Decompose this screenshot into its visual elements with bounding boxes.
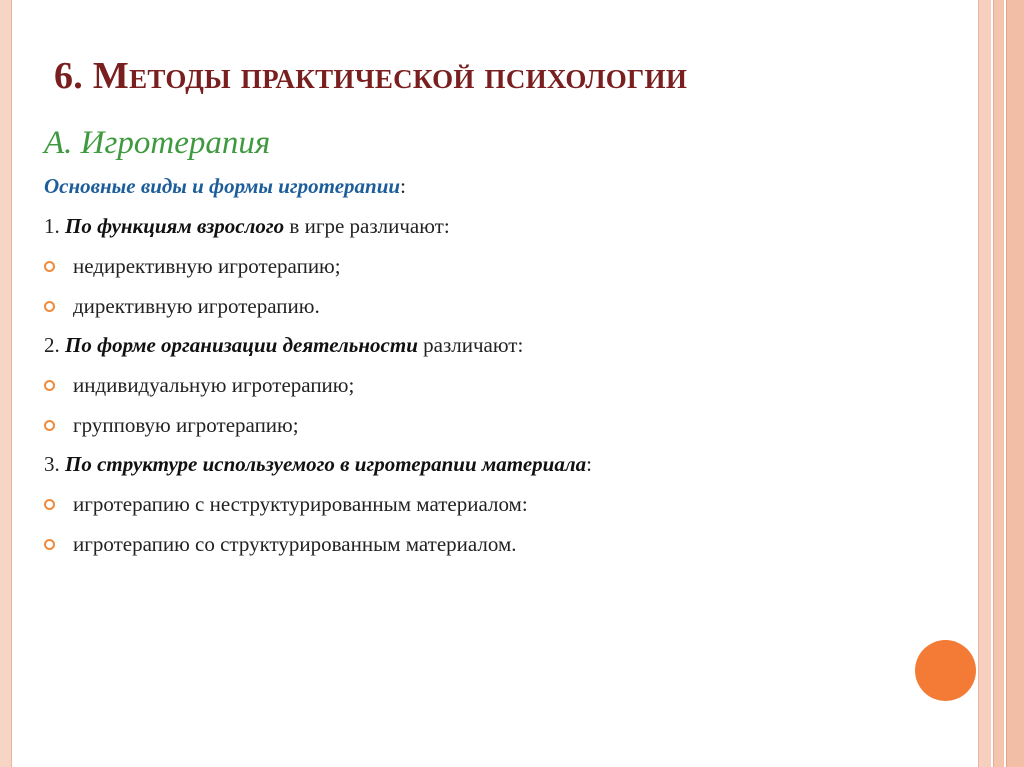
slide-title: 6. Методы практической психологии	[54, 55, 688, 97]
section-2-heading	[44, 333, 523, 358]
list-item-text: недирективную игротерапию;	[73, 254, 341, 278]
bullet-icon	[44, 261, 55, 272]
section-tail: :	[586, 452, 592, 476]
section-title: По структуре используемого в игротерапии материала	[65, 452, 587, 476]
section-number: 2.	[44, 333, 65, 357]
left-border-stripe	[0, 0, 12, 767]
list-item-text: групповую игротерапию;	[73, 413, 299, 437]
right-border-stripe	[978, 0, 991, 767]
intro-line	[44, 174, 406, 199]
bullet-icon	[44, 301, 55, 312]
section-title: По форме организации деятельности	[65, 333, 418, 357]
list-item-text: игротерапию с неструктурированным материалом:	[73, 492, 528, 516]
list-item-text: директивную игротерапию.	[73, 294, 320, 318]
list-item	[44, 373, 354, 398]
list-item-text: игротерапию со структурированным материалом.	[73, 532, 517, 556]
list-item	[44, 492, 528, 517]
right-border-stripe	[1006, 0, 1024, 767]
section-3-heading	[44, 452, 592, 477]
list-item	[44, 413, 299, 438]
section-number: 1.	[44, 214, 65, 238]
section-1-heading	[44, 214, 450, 239]
list-item	[44, 294, 320, 319]
section-tail: в игре различают:	[284, 214, 450, 238]
list-item	[44, 254, 341, 279]
list-item-text: индивидуальную игротерапию;	[73, 373, 355, 397]
section-number: 3.	[44, 452, 65, 476]
bullet-icon	[44, 539, 55, 550]
intro-heading: Основные виды и формы игротерапии	[44, 174, 401, 198]
section-title: По функциям взрослого	[65, 214, 285, 238]
bullet-icon	[44, 499, 55, 510]
list-item	[44, 532, 517, 557]
slide-subtitle: А. Игротерапия	[44, 125, 271, 161]
decorative-circle-icon	[915, 640, 976, 701]
right-border-stripe	[993, 0, 1004, 767]
intro-colon: :	[400, 174, 406, 198]
bullet-icon	[44, 380, 55, 391]
section-tail: различают:	[417, 333, 524, 357]
bullet-icon	[44, 420, 55, 431]
